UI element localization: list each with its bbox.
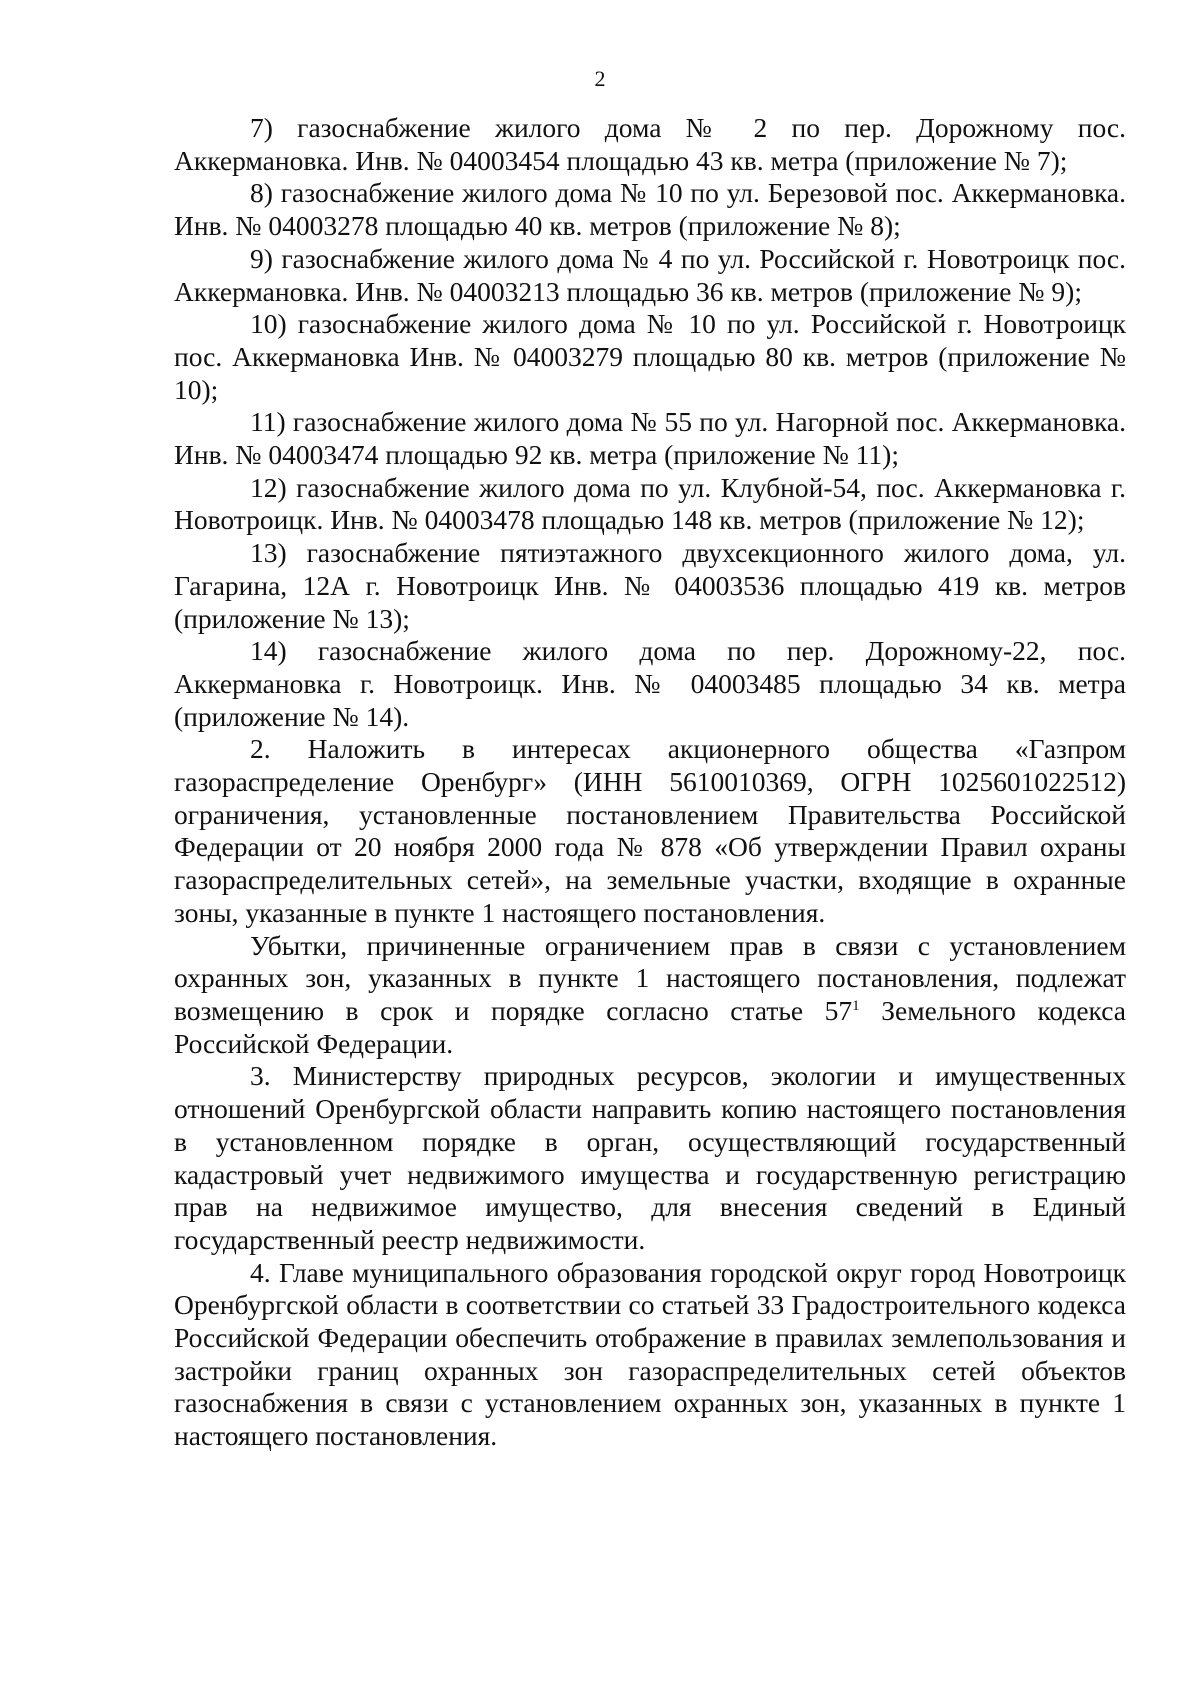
losses-text-after: Земельного кодекса Российской Федерации. bbox=[174, 994, 1126, 1059]
item-14-paragraph: 14) газоснабжение жилого дома по пер. Дорожному-22, пос. Аккермановка г. Новотроицк. Инв. № 04003485 площадью 34 кв. метра (приложение № 14). bbox=[174, 635, 1126, 732]
item-10-paragraph: 10) газоснабжение жилого дома № 10 по ул. Российской г. Новотроицк пос. Аккермановка Инв. № 04003279 площадью 80 кв. метров (приложение № 10); bbox=[174, 308, 1126, 405]
losses-text-before: Убытки, причиненные ограничением прав в связи с установлением охранных зон, указанных в пункте 1 настоящего постановления, подлежат возмещению в срок и порядке согласно статье 57 bbox=[174, 929, 1126, 1026]
losses-paragraph bbox=[174, 930, 1126, 1061]
clause-3-paragraph: 3. Министерству природных ресурсов, экологии и имущественных отношений Оренбургской области направить копию настоящего постановления в установленном порядке в орган, осуществляющий государственный кадастровый учет недвижимого имущества и государственную регистрацию прав на недвижимое имущество, для внесения сведений в Единый государственный реестр недвижимости. bbox=[174, 1060, 1126, 1255]
document-body bbox=[174, 112, 1126, 1453]
clause-2-paragraph: 2. Наложить в интересах акционерного общества «Газпром газораспределение Оренбург» (ИНН 5610010369, ОГРН 1025601022512) ограничения, установленные постановлением Правительства Российской Федерации от 20 ноября 2000 года № 878 «Об утверждении Правил охраны газораспределительных сетей», на земельные участки, входящие в охранные зоны, указанные в пункте 1 настоящего постановления. bbox=[174, 733, 1126, 928]
item-9-paragraph: 9) газоснабжение жилого дома № 4 по ул. Российской г. Новотроицк пос. Аккермановка. Инв. № 04003213 площадью 36 кв. метров (приложение № 9); bbox=[174, 242, 1126, 307]
item-7-paragraph: 7) газоснабжение жилого дома № 2 по пер. Дорожному пос. Аккермановка. Инв. № 04003454 площадью 43 кв. метра (приложение № 7); bbox=[174, 112, 1126, 176]
item-8-paragraph: 8) газоснабжение жилого дома № 10 по ул. Березовой пос. Аккермановка. Инв. № 04003278 площадью 40 кв. метров (приложение № 8); bbox=[174, 177, 1126, 242]
item-13-paragraph: 13) газоснабжение пятиэтажного двухсекционного жилого дома, ул. Гагарина, 12А г. Новотроицк Инв. № 04003536 площадью 419 кв. метров (приложение № 13); bbox=[174, 537, 1126, 634]
item-11-paragraph: 11) газоснабжение жилого дома № 55 по ул. Нагорной пос. Аккермановка. Инв. № 04003474 площадью 92 кв. метра (приложение № 11); bbox=[174, 406, 1126, 471]
page-number: 2 bbox=[594, 66, 606, 91]
clause-4-paragraph: 4. Главе муниципального образования городской округ город Новотроицк Оренбургской области в соответствии со статьей 33 Градостроительного кодекса Российской Федерации обеспечить отображение в правилах землепользования и застройки границ охранных зон газораспределительных сетей объектов газоснабжения в связи с установлением охранных зон, указанных в пункте 1 настоящего постановления. bbox=[174, 1256, 1126, 1452]
item-12-paragraph: 12) газоснабжение жилого дома по ул. Клубной-54, пос. Аккермановка г. Новотроицк. Инв. № 04003478 площадью 148 кв. метров (приложение № 12); bbox=[174, 471, 1126, 536]
article-superscript: 1 bbox=[852, 997, 860, 1014]
